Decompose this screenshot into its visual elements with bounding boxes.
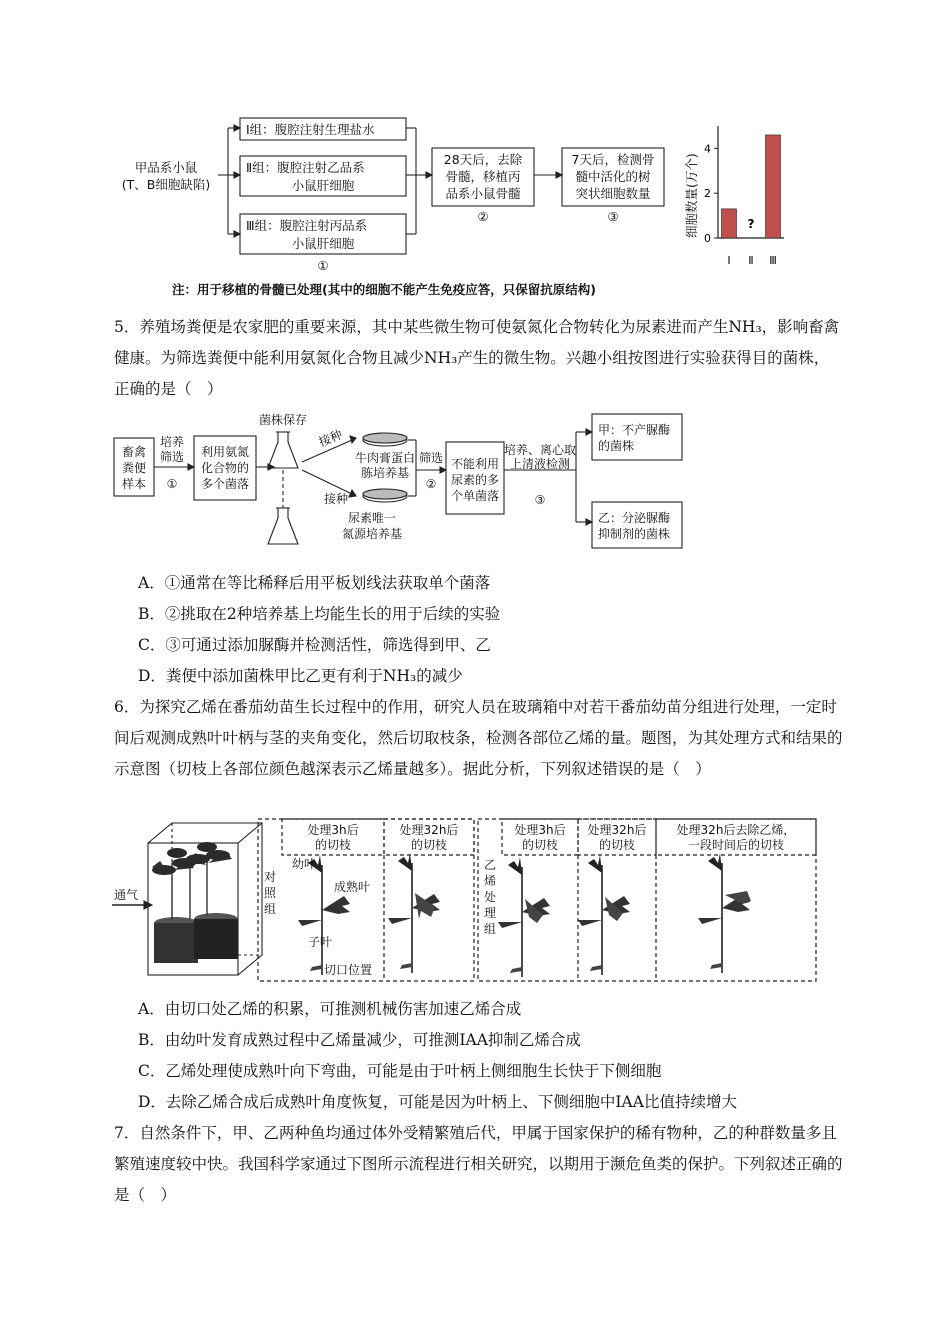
step3-marker: ③ [607,209,619,224]
inoculate-label-2: 接种 [323,492,349,506]
step3-line-3: 突状细胞数量 [575,186,651,201]
q6-option-b: B．由幼叶发育成熟过程中乙烯量减少，可推测IAA抑制乙烯合成 [138,1031,581,1049]
microbe-screening-diagram [110,410,690,560]
culture-marker: ① [166,477,178,491]
eth-3h-line-1: 处理3h后 [514,823,566,837]
medium2-line-2: 氮源培养基 [341,527,403,541]
immune-flow-diagram [110,110,700,275]
q5-option-b: B．②挑取在2种培养基上均能生长的用于后续的实验 [138,605,501,623]
y-tick-label: 4 [704,142,711,156]
control-3h-line-1: 处理3h后 [307,823,359,837]
culture-line-1: 培养 [159,435,185,449]
storage-label: 菌株保存 [258,413,308,427]
x-category-label: Ⅲ [769,254,777,267]
sample-line-1: 畜禽 [121,445,147,459]
control-char-3: 组 [263,902,277,916]
ventilate-label: 通气 [114,888,139,902]
group-2-line-2: 小鼠肝细胞 [291,178,355,193]
colonies-line-1: 利用氨氮 [200,445,250,459]
x-category-label: Ⅱ [748,254,754,267]
sample-line-2: 粪便 [121,461,147,475]
group-3-line-1: Ⅲ组：腹腔注射丙品系 [246,218,368,233]
q6-stem: 6．为探究乙烯在番茄幼苗生长过程中的作用，研究人员在玻璃箱中对若干番茄幼苗分组进行处理，一定时间后观测成熟叶叶柄与茎的夹角变化，然后切取枝条，检测各部位乙烯的量。题图，为其处理方式和结果的示意图（切枝上各部位颜色越深表示乙烯量越多）。据此分析，下列叙述错误的是（ ） [114,698,843,778]
detect-line-1: 培养、离心取 [503,443,577,457]
ethylene-char-5: 组 [483,922,497,936]
colonies-line-3: 多个菌落 [200,477,250,491]
medium2-line-1: 尿素唯一 [347,511,397,525]
step1-marker: ① [317,258,329,273]
x-category-label: Ⅰ [727,254,731,267]
source-line-1: 甲品系小鼠 [134,160,198,175]
strain-b-line-2: 抑制剂的菌株 [598,527,671,541]
young-leaf-label: 幼叶 [292,857,317,871]
q6-option-c: C．乙烯处理使成熟叶向下弯曲，可能是由于叶柄上侧细胞生长快于下侧细胞 [138,1062,662,1080]
single-line-2: 尿素的多 [450,473,500,487]
step2-marker: ② [477,209,489,224]
medium1-line-2: 胨培养基 [360,466,410,480]
eth-32h-line-1: 处理32h后 [587,823,647,837]
step2-line-1: 28天后，去除 [443,152,523,167]
y-tick-label: 0 [704,232,711,245]
tomato-ethylene-diagram [112,815,822,985]
ethylene-char-4: 理 [483,906,497,920]
sample-line-3: 样本 [121,477,147,491]
group-3-line-2: 小鼠肝细胞 [291,236,355,251]
eth-3h-line-2: 的切枝 [521,838,559,852]
step2-line-2: 骨髓，移植丙 [445,169,521,184]
control-char-1: 对 [263,870,277,884]
control-32h-line-1: 处理32h后 [399,823,459,837]
source-line-2: (T、B细胞缺陷) [121,177,211,192]
y-tick-label: 2 [704,187,711,201]
step3-line-1: 7天后，检测骨 [571,152,655,167]
q5-option-a: A．①通常在等比稀释后用平板划线法获取单个菌落 [138,574,491,592]
control-char-2: 照 [263,886,277,900]
step2-line-3: 品系小鼠骨髓 [445,186,521,201]
detect-marker: ③ [534,493,546,507]
cotyledon-label: 子叶 [308,935,333,949]
control-32h-line-2: 的切枝 [410,838,448,852]
step3-line-2: 髓中活化的树 [575,169,651,184]
strain-a-line-2: 的菌株 [598,439,635,453]
screen-marker: ② [425,477,437,491]
q5-option-c: C．③可通过添加脲酶并检测活性，筛选得到甲、乙 [138,636,491,654]
bar-1 [722,209,737,238]
unknown-value-mark: ? [747,217,755,231]
control-3h-line-2: 的切枝 [314,838,352,852]
q7-stem: 7．自然条件下，甲、乙两种鱼均通过体外受精繁殖后代，甲属于国家保护的稀有物种，乙的种群数量多且繁殖速度较中快。我国科学家通过下图所示流程进行相关研究，以期用于濒危鱼类的保护。下列叙述正确的是（ ） [114,1124,843,1204]
ethylene-char-2: 烯 [483,874,497,888]
ethylene-char-1: 乙 [483,858,497,872]
group-1-label: Ⅰ组：腹腔注射生理盐水 [246,122,375,137]
chart-ylabel: 细胞数量(万个) [684,153,699,238]
q5-stem: 5．养殖场粪便是农家肥的重要来源，其中某些微生物可使氨氮化合物转化为尿素进而产生NH₃，影响畜禽健康。为筛选粪便中能利用氨氮化合物且减少NH₃产生的微生物。兴趣小组按图进行实验获得目的菌株，正确的是（ ） [114,318,840,398]
eth-32h-line-2: 的切枝 [598,838,636,852]
single-line-1: 不能利用 [450,457,500,471]
fig1-note: 注：用于移植的骨髓已处理(其中的细胞不能产生免疫应答，只保留抗原结构) [172,282,596,297]
detect-line-2: 上清液检测 [509,457,571,471]
q6-option-d: D．去除乙烯合成后成熟叶角度恢复，可能是因为叶柄上、下侧细胞中IAA比值持续增大 [138,1093,737,1111]
remove-line-2: 一段时间后的切枝 [687,838,785,852]
q5-option-d: D．粪便中添加菌株甲比乙更有利于NH₃的减少 [138,667,463,685]
colonies-line-2: 化合物的 [200,461,250,475]
cut-position-label: 切口位置 [324,963,373,977]
strain-a-line-1: 甲：不产脲酶 [598,423,671,437]
mature-leaf-label: 成熟叶 [334,880,371,894]
dendritic-cell-bar-chart [680,120,800,270]
strain-b-line-1: 乙：分泌脲酶 [598,511,671,525]
culture-line-2: 筛选 [159,450,185,464]
remove-line-1: 处理32h后去除乙烯， [676,823,796,837]
medium1-line-1: 牛肉膏蛋白 [354,451,416,465]
inoculate-label-1: 接种 [316,427,345,450]
ethylene-char-3: 处 [483,890,497,904]
bar-3 [766,135,781,238]
screen-label: 筛选 [418,451,444,465]
single-line-3: 个单菌落 [450,489,500,503]
group-2-line-1: Ⅱ组：腹腔注射乙品系 [246,160,365,175]
q6-option-a: A．由切口处乙烯的积累，可推测机械伤害加速乙烯合成 [138,1000,522,1018]
